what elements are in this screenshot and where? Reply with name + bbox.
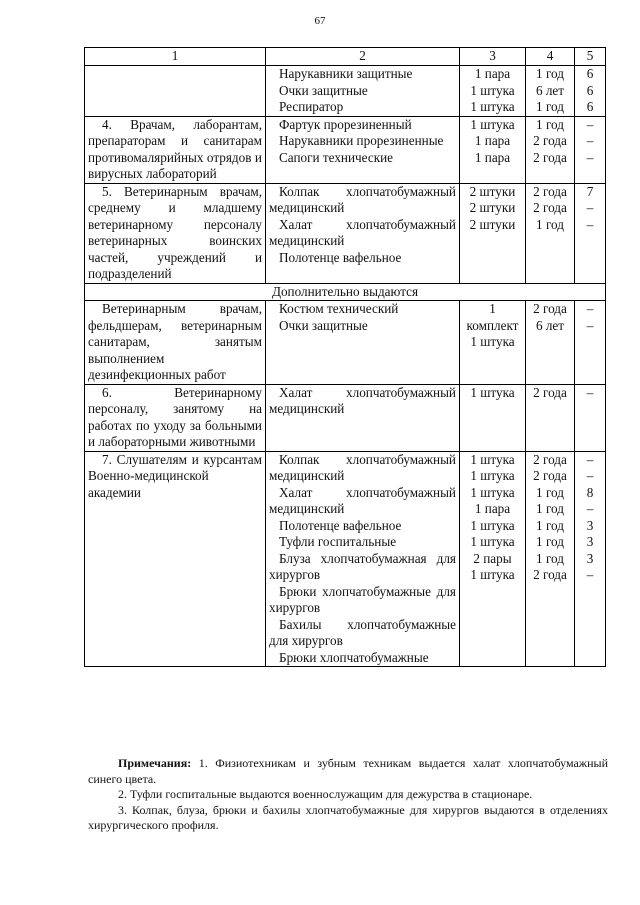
item-note: 3: [586, 550, 594, 566]
item-quantity: 1 штука: [470, 484, 515, 500]
table-row: [85, 301, 606, 385]
item-quantity: 1 штука: [470, 567, 515, 582]
item-note: –: [586, 200, 594, 215]
item-note: 3: [586, 517, 594, 533]
quantity-cell: [460, 183, 526, 283]
item-term: 1 год: [536, 216, 564, 232]
note-cell: [575, 301, 606, 385]
items-cell: [266, 116, 460, 183]
item-name: Бахилы хлопчатобумажные для хирургов: [269, 616, 456, 648]
item-term: 2 года: [533, 468, 567, 483]
header-cell: 5: [575, 48, 606, 66]
item-term: 1 год: [536, 501, 564, 516]
item-quantity: 2 пары: [473, 550, 512, 566]
note-cell: [575, 66, 606, 117]
item-quantity: 1 штука: [470, 451, 515, 467]
item-term: 1 год: [536, 116, 564, 132]
note-line: [88, 803, 608, 834]
section-label: Дополнительно выдаются: [85, 283, 606, 301]
item-term: 2 года: [533, 567, 567, 582]
item-term: 6 лет: [535, 82, 565, 98]
item-note: –: [586, 501, 594, 516]
item-name: Полотенце вафельное: [279, 249, 402, 265]
item-term: 1 год: [536, 484, 564, 500]
table-row: [85, 116, 606, 183]
item-quantity: 1 штука: [470, 384, 515, 400]
items-cell: [266, 183, 460, 283]
quantity-cell: [460, 301, 526, 385]
item-quantity: 1 штука: [470, 334, 515, 349]
item-term: 2 года: [533, 200, 567, 215]
item-name: Туфли госпитальные: [279, 534, 397, 549]
item-quantity: 2 штуки: [469, 200, 516, 215]
item-name: Респиратор: [279, 99, 344, 114]
item-name: Халат хлопчатобумажный медицинский: [269, 484, 456, 516]
header-cell: 2: [266, 48, 460, 66]
header-cell: 1: [85, 48, 266, 66]
item-name: Фартук прорезиненный: [279, 116, 412, 132]
note-text: 3. Колпак, блуза, брюки и бахилы хлопчатобумажные для хирургов выдаются в отделениях хирургического профиля.: [88, 802, 608, 832]
item-name: Халат хлопчатобумажный медицинский: [269, 216, 456, 248]
item-note: –: [586, 133, 594, 148]
item-name: Нарукавники прорезиненные: [279, 133, 444, 148]
item-term: 2 года: [533, 183, 567, 199]
notes-section: [88, 756, 608, 834]
item-quantity: 1 штука: [470, 534, 515, 549]
item-name: Блуза хлопчатобумажная для хирургов: [269, 550, 456, 582]
term-cell: [526, 451, 575, 667]
item-quantity: 1 штука: [470, 468, 515, 483]
category-cell: [85, 183, 266, 283]
item-term: 2 года: [533, 451, 567, 467]
items-cell: [266, 384, 460, 451]
note-text: 2. Туфли госпитальные выдаются военнослужащим для дежурства в стационаре.: [118, 787, 533, 801]
item-note: –: [586, 216, 594, 232]
item-note: 8: [586, 484, 594, 500]
note-cell: [575, 451, 606, 667]
item-note: 7: [586, 183, 594, 199]
category-cell: [85, 116, 266, 183]
table-row: [85, 451, 606, 667]
item-note: –: [586, 116, 594, 132]
item-note: –: [586, 468, 594, 483]
item-name: Брюки хлопчатобумажные для хирургов: [269, 583, 456, 615]
item-note: –: [586, 317, 594, 333]
term-cell: [526, 384, 575, 451]
item-quantity: 2 штуки: [469, 183, 516, 199]
note-line: [88, 756, 608, 787]
item-quantity: 1 пара: [474, 149, 511, 165]
table-row: [85, 384, 606, 451]
item-note: 6: [586, 99, 594, 114]
item-name: Сапоги технические: [279, 149, 394, 165]
table-header-row: [85, 48, 606, 66]
item-term: 1 год: [536, 517, 564, 533]
item-name: Очки защитные: [279, 317, 368, 333]
item-note: –: [586, 384, 594, 400]
item-note: 6: [586, 66, 594, 81]
notes-label: Примечания:: [118, 756, 192, 770]
term-cell: [526, 183, 575, 283]
item-quantity: 1 пара: [474, 66, 511, 81]
category-text: 6. Ветеринарному персоналу, занятому на работах по уходу за больными и лабораторными животными: [88, 384, 262, 449]
item-term: 2 года: [533, 149, 567, 165]
quantity-cell: [460, 384, 526, 451]
item-term: 1 год: [536, 66, 564, 81]
item-term: 6 лет: [535, 317, 565, 333]
quantity-cell: [460, 451, 526, 667]
header-cell: 3: [460, 48, 526, 66]
item-quantity: 1 штука: [470, 517, 515, 533]
item-name: Халат хлопчатобумажный медицинский: [269, 384, 456, 416]
item-term: 2 года: [533, 301, 567, 316]
category-cell: [85, 384, 266, 451]
item-quantity: 1 пара: [474, 133, 511, 148]
item-quantity: 1 штука: [470, 82, 515, 98]
category-cell: [85, 66, 266, 117]
item-note: –: [586, 567, 594, 582]
items-cell: [266, 451, 460, 667]
item-quantity: 1 штука: [470, 116, 515, 132]
page-number: 67: [314, 15, 326, 27]
term-cell: [526, 66, 575, 117]
item-name: Колпак хлопчатобумажный медицинский: [269, 183, 456, 215]
table-row: [85, 66, 606, 117]
item-name: Очки защитные: [279, 82, 368, 98]
item-name: Брюки хлопчатобумажные: [279, 649, 429, 665]
note-line: [88, 787, 608, 803]
item-note: 6: [586, 82, 594, 98]
quantity-cell: [460, 116, 526, 183]
category-text: 5. Ветеринарным врачам, среднему и младшему ветеринарному персоналу ветеринарных воинских частей, учреждений и подразделений: [88, 183, 262, 281]
item-term: 1 год: [536, 550, 564, 566]
item-note: –: [586, 451, 594, 467]
item-name: Колпак хлопчатобумажный медицинский: [269, 451, 456, 483]
header-cell: 4: [526, 48, 575, 66]
item-quantity: 1 комплект: [466, 301, 519, 333]
items-cell: [266, 301, 460, 385]
clothing-norms-table: [84, 47, 606, 667]
item-term: 2 года: [533, 384, 567, 400]
note-cell: [575, 183, 606, 283]
note-cell: [575, 116, 606, 183]
section-row: [85, 283, 606, 301]
quantity-cell: [460, 66, 526, 117]
item-quantity: 1 пара: [474, 501, 511, 516]
item-name: Костюм технический: [279, 301, 399, 316]
item-quantity: 2 штуки: [469, 216, 516, 232]
category-text: Ветеринарным врачам, фельдшерам, ветеринарным санитарам, занятым выполнением дезинфекционных работ: [88, 301, 262, 382]
category-cell: [85, 451, 266, 667]
term-cell: [526, 301, 575, 385]
item-note: 3: [586, 534, 594, 549]
items-cell: [266, 66, 460, 117]
item-quantity: 1 штука: [470, 99, 515, 114]
item-note: –: [586, 149, 594, 165]
note-cell: [575, 384, 606, 451]
category-cell: [85, 301, 266, 385]
item-name: Полотенце вафельное: [279, 517, 402, 533]
term-cell: [526, 116, 575, 183]
category-text: 7. Слушателям и курсантам Военно-медицинской академии: [88, 451, 262, 500]
item-term: 2 года: [533, 133, 567, 148]
note-text: 1. Физиотехникам и зубным техникам выдается халат хлопчатобумажный синего цвета.: [88, 756, 608, 786]
item-note: –: [586, 301, 594, 316]
item-term: 1 год: [536, 534, 564, 549]
item-term: 1 год: [536, 99, 564, 114]
item-name: Нарукавники защитные: [279, 66, 413, 81]
category-text: 4. Врачам, лаборантам, препараторам и санитарам противомалярийных отрядов и вирусных лабораторий: [88, 116, 262, 181]
table-row: [85, 183, 606, 283]
